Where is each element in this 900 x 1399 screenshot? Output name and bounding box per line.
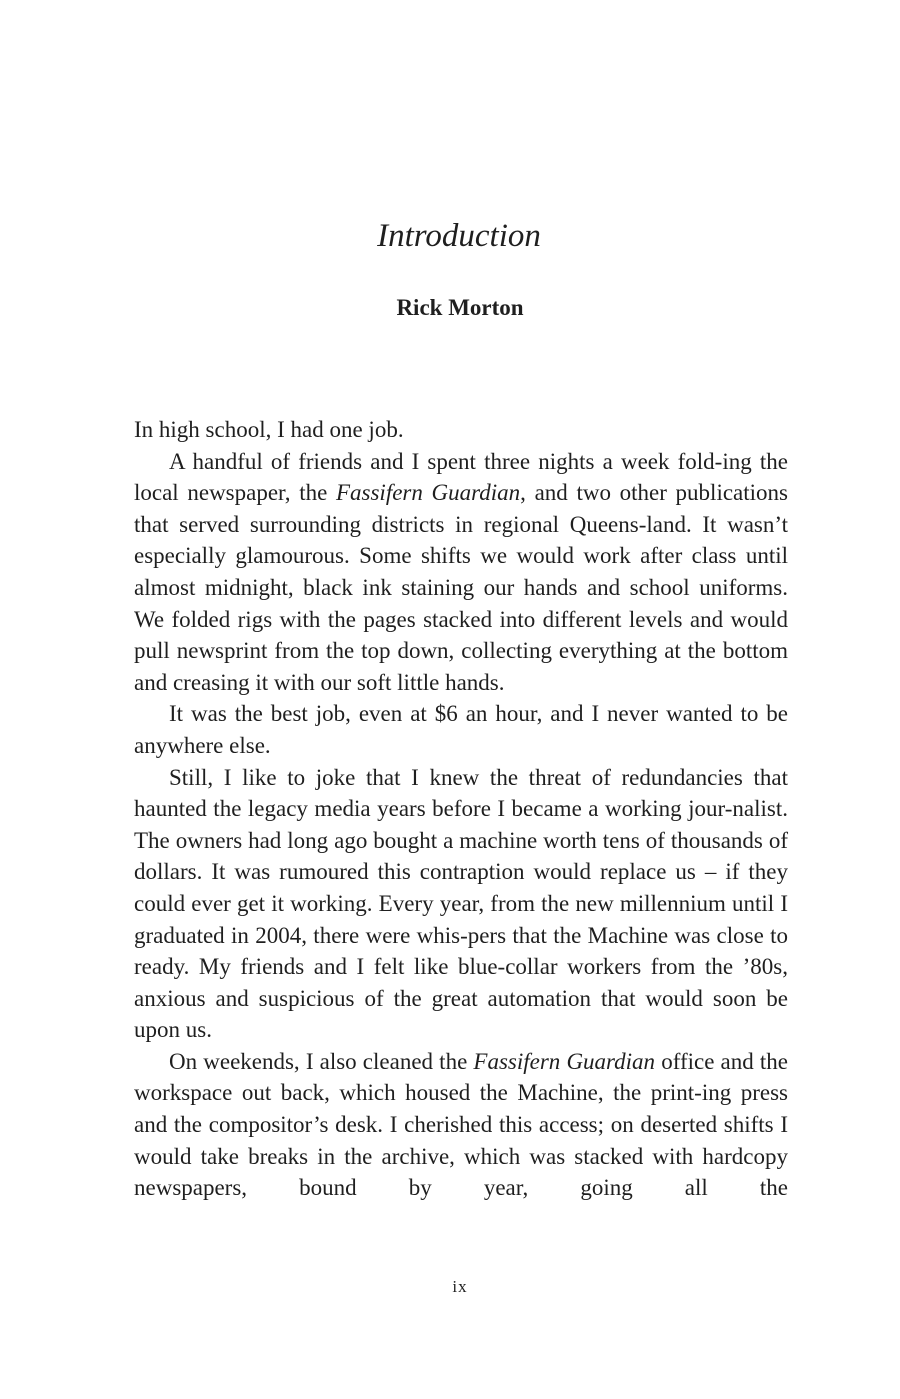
page-number: ix	[452, 1277, 468, 1296]
paragraph-5	[134, 1046, 788, 1204]
paragraph-3	[134, 698, 788, 761]
paragraph-text: Still, I like to joke that I knew the threat of redundancies that haunted the legacy media years before I became a working jour-nalist. The owners had long ago bought a machine worth tens of thousands of dollars. It was rumoured this contraption would replace us – if they could ever get it working. Every year, from the new millennium until I graduated in 2004, there were whis-pers that the Machine was close to ready. My friends and I felt like blue-collar workers from the ’80s, anxious and suspicious of the great automation that would soon be upon us.	[134, 764, 788, 1043]
paragraph-4	[134, 762, 788, 1046]
chapter-title: Introduction	[377, 218, 541, 254]
paragraph-2	[134, 446, 788, 699]
newspaper-title: Fassifern Guardian	[473, 1048, 656, 1074]
body-text	[134, 414, 788, 1204]
paragraph-text: , and two other publications that served surrounding districts in regional Queens-land. It wasn’t especially glamourous. Some shifts we would work after class until almost midnight, black ink staining our hands and school uniforms. We folded rigs with the pages stacked into different levels and would pull newsprint from the top down, collecting everything at the bottom and creasing it with our soft little hands.	[134, 480, 788, 695]
chapter-author: Rick Morton	[396, 295, 524, 320]
paragraph-1	[134, 414, 788, 446]
newspaper-title: Fassifern Guardian	[335, 480, 521, 506]
paragraph-text: On weekends, I also cleaned the	[169, 1048, 474, 1074]
paragraph-text: A handful of friends and I spent three nights a week fold-ing the local newspaper, the	[134, 448, 788, 506]
paragraph-text: office and the workspace out back, which housed the Machine, the print-ing press and the compositor’s desk. I cherished this access; on deserted shifts I would take breaks in the archive, which was stacked with hardcopy newspapers, bound by year, going all the	[134, 1048, 788, 1201]
paragraph-text: It was the best job, even at $6 an hour, and I never wanted to be anywhere else.	[134, 701, 788, 758]
paragraph-text: In high school, I had one job.	[134, 417, 404, 442]
